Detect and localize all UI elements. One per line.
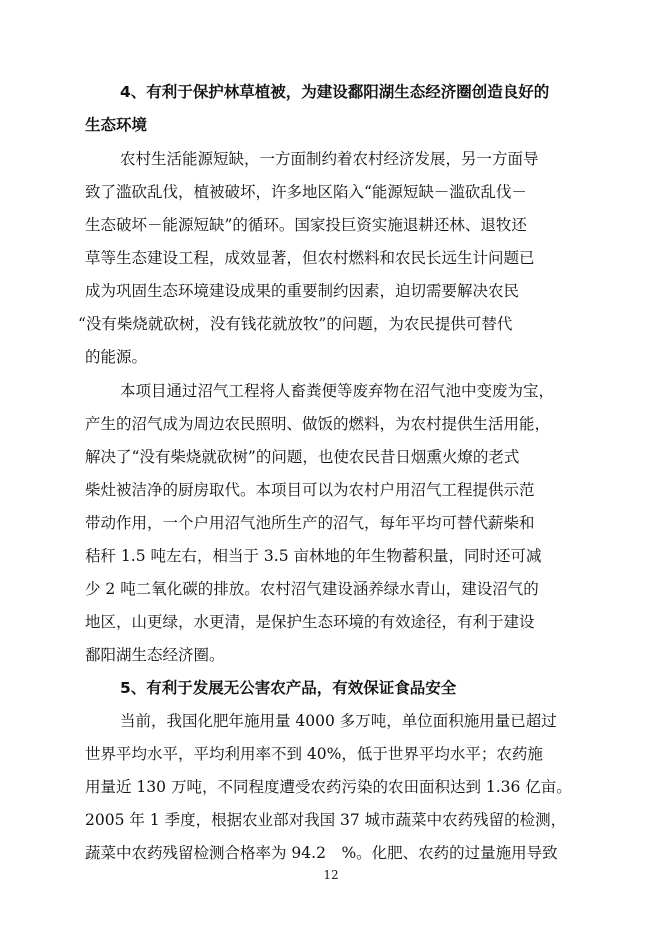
section-5-heading: 5、有利于发展无公害农产品，有效保证食品安全 (120, 679, 457, 697)
paragraph-line: 产生的沼气成为周边农民照明、做饭的燃料，为农村提供生活用能， (85, 415, 551, 433)
paragraph-line: 致了滥砍乱伐，植被破坏，许多地区陷入“能源短缺－滥砍乱伐－ (85, 183, 527, 201)
paragraph-line: 本项目通过沼气工程将人畜粪便等废弃物在沼气池中变废为宝， (120, 382, 555, 400)
section-4-heading-line-2: 生态环境 (85, 116, 148, 134)
paragraph-line: 蔬菜中农药残留检测合格率为 94.2 %。化肥、农药的过量施用导致 (85, 844, 558, 862)
paragraph-line: 用量近 130 万吨，不同程度遭受农药污染的农田面积达到 1.36 亿亩。 (85, 778, 572, 796)
page-number: 12 (323, 868, 339, 882)
paragraph-line: 成为巩固生态环境建设成果的重要制约因素，迫切需要解决农民 (85, 282, 520, 300)
paragraph-line: 少 2 吨二氧化碳的排放。农村沼气建设涵养绿水青山，建设沼气的 (85, 580, 539, 598)
paragraph-line: 生态破坏－能源短缺”的循环。国家投巨资实施退耕还林、退牧还 (85, 216, 527, 234)
paragraph-line: 的能源。 (85, 348, 148, 366)
paragraph-line: 世界平均水平，平均利用率不到 40%，低于世界平均水平；农药施 (85, 745, 543, 763)
paragraph-line: 2005 年 1 季度，根据农业部对我国 37 城市蔬菜中农药残留的检测， (85, 811, 567, 829)
paragraph-line: 柴灶被洁净的厨房取代。本项目可以为农村户用沼气工程提供示范 (85, 481, 535, 499)
paragraph-line: 带动作用，一个户用沼气池所生产的沼气，每年平均可替代薪柴和 (85, 514, 535, 532)
paragraph-line: “没有柴烧就砍树，没有钱花就放牧”的问题，为农民提供可替代 (78, 315, 513, 333)
paragraph-line: 草等生态建设工程，成效显著，但农村燃料和农民长远生计问题已 (85, 249, 535, 267)
section-4-heading-line-1: 4、有利于保护林草植被，为建设鄱阳湖生态经济圈创造良好的 (120, 83, 550, 101)
paragraph-line: 秸秆 1.5 吨左右，相当于 3.5 亩林地的年生物蓄积量，同时还可减 (85, 547, 542, 565)
paragraph-line: 解决了“没有柴烧就砍树”的问题，也使农民昔日烟熏火燎的老式 (85, 448, 520, 466)
paragraph-line: 当前，我国化肥年施用量 4000 多万吨，单位面积施用量已超过 (120, 712, 557, 730)
paragraph-line: 农村生活能源短缺，一方面制约着农村经济发展，另一方面导 (120, 150, 539, 168)
paragraph-line: 地区，山更绿，水更清，是保护生态环境的有效途径，有利于建设 (85, 613, 535, 631)
paragraph-line: 鄱阳湖生态经济圈。 (85, 646, 225, 664)
